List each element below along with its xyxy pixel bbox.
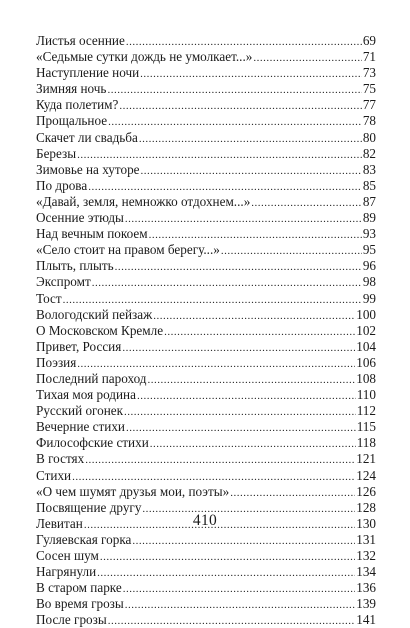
toc-entry-title: Русский огонек (36, 403, 124, 419)
toc-entry-page: 71 (362, 49, 376, 65)
toc-entry-page: 83 (362, 161, 376, 177)
toc-entry-title: Куда полетим? (36, 97, 119, 113)
toc-leader-dots (72, 469, 355, 484)
toc-entry (36, 564, 376, 580)
toc-entry (36, 307, 376, 323)
toc-entry-title: Тихая моя родина (36, 387, 136, 403)
toc-entry-title: Наступление ночи (36, 65, 140, 81)
toc-entry-page: 112 (356, 403, 376, 419)
toc-entry (36, 33, 376, 49)
toc-entry-page: 134 (356, 564, 376, 580)
toc-entry-title: Гуляевская горка (36, 531, 132, 547)
toc-entry-title: Экспромт (36, 274, 91, 290)
toc-leader-dots (122, 340, 355, 355)
toc-entry (36, 113, 376, 129)
toc-entry (36, 274, 376, 290)
toc-entry-title: «Седьмые сутки дождь не умолкает...» (36, 49, 253, 65)
toc-entry-page: 80 (362, 129, 376, 145)
toc-entry (36, 596, 376, 612)
toc-entry (36, 194, 376, 210)
toc-leader-dots (92, 275, 362, 290)
toc-leader-dots (149, 227, 362, 242)
toc-entry-title: Над вечным покоем (36, 226, 148, 242)
toc-entry (36, 81, 376, 97)
toc-entry (36, 435, 376, 451)
toc-leader-dots (108, 613, 356, 628)
toc-entry-page: 108 (356, 370, 376, 386)
toc-entry-page: 73 (362, 65, 376, 81)
toc-entry (36, 49, 376, 65)
toc-entry-title: Привет, Россия (36, 338, 122, 354)
toc-entry (36, 178, 376, 194)
toc-leader-dots (108, 114, 362, 129)
toc-entry-page: 126 (356, 483, 376, 499)
toc-leader-dots (126, 420, 356, 435)
toc-entry-title: Левитан (36, 515, 83, 531)
toc-entry (36, 387, 376, 403)
toc-entry-page: 75 (362, 81, 376, 97)
toc-entry (36, 468, 376, 484)
toc-entry (36, 580, 376, 596)
toc-leader-dots (137, 388, 356, 403)
toc-entry-title: Философские стихи (36, 435, 149, 451)
toc-entry (36, 532, 376, 548)
toc-leader-dots (107, 82, 361, 97)
toc-entry (36, 226, 376, 242)
toc-entry-title: Последний пароход (36, 370, 147, 386)
toc-leader-dots (115, 259, 362, 274)
toc-entry-page: 93 (362, 226, 376, 242)
toc-entry-title: Листья осенние (36, 33, 125, 48)
toc-entry (36, 65, 376, 81)
toc-leader-dots (253, 50, 361, 65)
toc-entry-page: 95 (362, 242, 376, 258)
toc-entry (36, 291, 376, 307)
toc-entry (36, 146, 376, 162)
toc-entry-title: Березы (36, 145, 77, 161)
toc-entry-page: 69 (362, 33, 376, 48)
toc-leader-dots (77, 147, 362, 162)
toc-entry-page: 141 (356, 612, 376, 628)
toc-entry-title: Во время грозы (36, 596, 124, 612)
toc-entry (36, 258, 376, 274)
toc-leader-dots (230, 485, 355, 500)
toc-entry (36, 242, 376, 258)
toc-entry-page: 77 (362, 97, 376, 113)
toc-leader-dots (97, 565, 355, 580)
toc-entry-page: 136 (356, 580, 376, 596)
toc-leader-dots (88, 179, 362, 194)
toc-entry-title: Вологодский пейзаж (36, 306, 153, 322)
toc-entry-page: 102 (356, 322, 376, 338)
toc-entry-title: Плыть, плыть (36, 258, 114, 274)
toc-entry-page: 115 (356, 419, 376, 435)
toc-entry (36, 162, 376, 178)
toc-entry-page: 128 (356, 499, 376, 515)
toc-entry-title: Осенние этюды (36, 210, 124, 226)
toc-entry-title: Сосен шум (36, 548, 99, 563)
toc-entry-title: Вечерние стихи (36, 419, 125, 435)
toc-entry-page: 78 (362, 113, 376, 129)
toc-entry-page: 89 (362, 210, 376, 226)
toc-entry-page: 139 (356, 596, 376, 612)
toc-entry-page: 124 (356, 467, 376, 483)
toc-entry (36, 210, 376, 226)
toc-entry (36, 130, 376, 146)
toc-entry-page: 130 (356, 515, 376, 531)
toc-entry (36, 419, 376, 435)
toc-leader-dots (126, 34, 362, 49)
toc-leader-dots (85, 452, 355, 467)
toc-entry-page: 87 (362, 193, 376, 209)
toc-entry-title: О Московском Кремле (36, 322, 164, 338)
toc-entry-title: В старом парке (36, 580, 122, 596)
toc-entry-page: 104 (356, 338, 376, 354)
toc-entry-title: В гостях (36, 451, 85, 467)
toc-entry-title: Прощальное (36, 113, 108, 129)
table-of-contents (36, 33, 376, 628)
toc-entry (36, 323, 376, 339)
toc-leader-dots (148, 372, 356, 387)
toc-leader-dots (125, 597, 355, 612)
toc-entry (36, 97, 376, 113)
toc-leader-dots (141, 163, 362, 178)
toc-leader-dots (125, 211, 362, 226)
toc-entry-title: Поэзия (36, 354, 77, 370)
toc-entry-page: 82 (362, 145, 376, 161)
toc-entry-title: Стихи (36, 467, 72, 483)
toc-entry (36, 612, 376, 628)
toc-leader-dots (124, 404, 356, 419)
toc-leader-dots (63, 292, 362, 307)
toc-entry-title: «Давай, земля, немножко отдохнем...» (36, 193, 251, 209)
toc-entry (36, 403, 376, 419)
toc-entry-title: Зимовье на хуторе (36, 161, 140, 177)
page-number: 410 (192, 512, 218, 529)
toc-entry-page: 99 (362, 290, 376, 306)
toc-leader-dots (100, 549, 355, 564)
toc-entry-title: «О чем шумят друзья мои, поэты» (36, 483, 230, 499)
toc-entry-page: 121 (356, 451, 376, 467)
toc-leader-dots (123, 581, 355, 596)
toc-entry-page: 132 (356, 548, 376, 563)
toc-entry (36, 451, 376, 467)
toc-entry-title: Тост (36, 290, 62, 306)
toc-entry-page: 110 (356, 387, 376, 403)
toc-entry-page: 131 (356, 531, 376, 547)
toc-leader-dots (251, 195, 362, 210)
toc-entry (36, 484, 376, 500)
toc-entry-page: 85 (362, 177, 376, 193)
toc-leader-dots (132, 533, 355, 548)
toc-entry-title: По дрова (36, 177, 88, 193)
toc-leader-dots (150, 436, 356, 451)
toc-leader-dots (139, 131, 362, 146)
toc-entry-title: Зимняя ночь (36, 81, 107, 97)
toc-entry-title: Посвящение другу (36, 499, 142, 515)
toc-entry (36, 371, 376, 387)
toc-entry-title: После грозы (36, 612, 107, 628)
toc-entry (36, 355, 376, 371)
toc-entry-title: «Село стоит на правом берегу...» (36, 242, 220, 258)
toc-leader-dots (140, 66, 362, 81)
toc-leader-dots (119, 98, 361, 113)
toc-leader-dots (153, 308, 355, 323)
toc-entry-title: Скачет ли свадьба (36, 129, 138, 145)
toc-entry-page: 118 (356, 435, 376, 451)
toc-leader-dots (164, 324, 355, 339)
toc-entry (36, 548, 376, 564)
toc-entry-title: Нагрянули (36, 564, 97, 580)
toc-leader-dots (221, 243, 362, 258)
toc-entry-page: 106 (356, 354, 376, 370)
toc-entry (36, 339, 376, 355)
toc-entry-page: 98 (362, 274, 376, 290)
toc-leader-dots (77, 356, 355, 371)
toc-entry-page: 96 (362, 258, 376, 274)
toc-entry-page: 100 (356, 306, 376, 322)
